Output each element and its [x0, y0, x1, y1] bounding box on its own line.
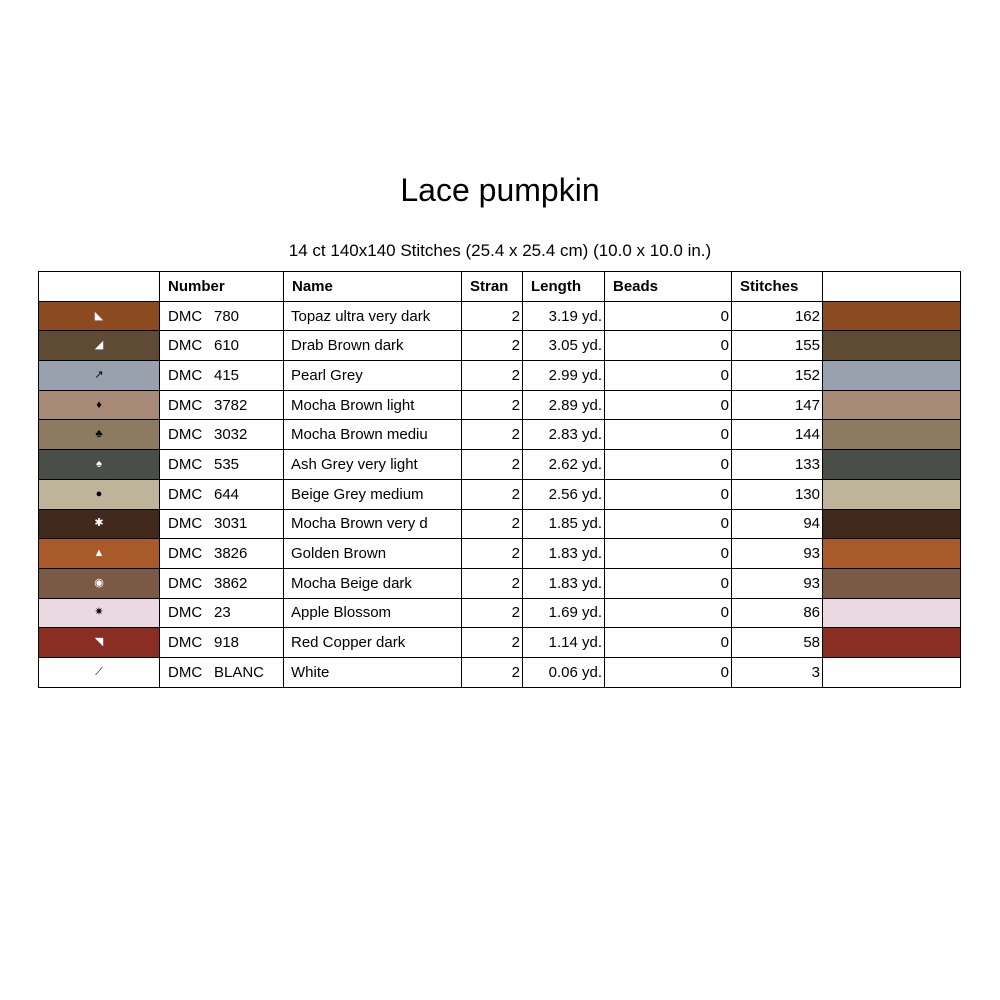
- thread-stitches: 94: [732, 509, 823, 539]
- color-swatch: [823, 509, 961, 539]
- thread-number: [160, 479, 284, 509]
- thread-name: Mocha Brown mediu: [284, 420, 462, 450]
- thread-name: Ash Grey very light: [284, 450, 462, 480]
- symbol-swatch: [39, 331, 160, 361]
- thread-name: Pearl Grey: [284, 361, 462, 391]
- stitch-symbol-icon: ◣: [94, 309, 104, 322]
- thread-strands: 2: [462, 390, 523, 420]
- thread-strands: 2: [462, 331, 523, 361]
- thread-name: Mocha Beige dark: [284, 568, 462, 598]
- thread-strands: 2: [462, 657, 523, 687]
- thread-name: Mocha Brown light: [284, 390, 462, 420]
- thread-brand: DMC: [168, 545, 203, 563]
- thread-stitches: 144: [732, 420, 823, 450]
- thread-brand: DMC: [168, 455, 203, 473]
- table-row: [39, 598, 961, 628]
- symbol-swatch: [39, 628, 160, 658]
- thread-brand: DMC: [168, 634, 203, 652]
- color-swatch: [823, 390, 961, 420]
- thread-stitches: 147: [732, 390, 823, 420]
- table-header-row: [39, 272, 961, 302]
- thread-number: [160, 450, 284, 480]
- stitch-symbol-icon: ✷: [94, 606, 104, 619]
- header-strands: Stran: [462, 272, 523, 302]
- table-row: [39, 390, 961, 420]
- symbol-swatch: [39, 509, 160, 539]
- thread-beads: 0: [605, 331, 732, 361]
- thread-code: 610: [214, 337, 240, 355]
- header-stitches: Stitches: [732, 272, 823, 302]
- thread-stitches: 162: [732, 301, 823, 331]
- thread-length: 1.83 yd.: [523, 539, 605, 569]
- table-row: [39, 331, 961, 361]
- thread-beads: 0: [605, 301, 732, 331]
- header-number: Number: [160, 272, 284, 302]
- table-row: [39, 479, 961, 509]
- thread-length: 1.83 yd.: [523, 568, 605, 598]
- thread-brand: DMC: [168, 396, 203, 414]
- thread-brand: DMC: [168, 337, 203, 355]
- thread-number: [160, 331, 284, 361]
- symbol-swatch: [39, 390, 160, 420]
- stitch-symbol-icon: ●: [95, 487, 103, 500]
- table-row: [39, 301, 961, 331]
- color-swatch: [823, 628, 961, 658]
- thread-code: 535: [214, 455, 240, 473]
- thread-stitches: 130: [732, 479, 823, 509]
- thread-stitches: 155: [732, 331, 823, 361]
- thread-length: 2.99 yd.: [523, 361, 605, 391]
- thread-number: [160, 628, 284, 658]
- thread-length: 2.83 yd.: [523, 420, 605, 450]
- thread-length: 3.19 yd.: [523, 301, 605, 331]
- thread-brand: DMC: [168, 663, 203, 681]
- thread-beads: 0: [605, 628, 732, 658]
- thread-stitches: 93: [732, 568, 823, 598]
- thread-code: 918: [214, 634, 240, 652]
- table-row: [39, 420, 961, 450]
- thread-length: 1.85 yd.: [523, 509, 605, 539]
- thread-code: BLANC: [214, 663, 265, 681]
- thread-number: [160, 301, 284, 331]
- thread-name: White: [284, 657, 462, 687]
- thread-beads: 0: [605, 361, 732, 391]
- thread-length: 1.14 yd.: [523, 628, 605, 658]
- table-row: [39, 539, 961, 569]
- table-row: [39, 657, 961, 687]
- stitch-symbol-icon: ✱: [94, 517, 104, 530]
- stitch-symbol-icon: ◥: [94, 636, 104, 649]
- thread-brand: DMC: [168, 604, 203, 622]
- thread-name: Golden Brown: [284, 539, 462, 569]
- thread-name: Beige Grey medium: [284, 479, 462, 509]
- thread-code: 3862: [214, 574, 248, 592]
- thread-beads: 0: [605, 479, 732, 509]
- thread-beads: 0: [605, 539, 732, 569]
- thread-code: 3826: [214, 545, 248, 563]
- symbol-swatch: [39, 657, 160, 687]
- thread-number: [160, 420, 284, 450]
- thread-strands: 2: [462, 509, 523, 539]
- thread-number: [160, 598, 284, 628]
- thread-code: 3782: [214, 396, 248, 414]
- thread-code: 23: [214, 604, 231, 622]
- symbol-swatch: [39, 598, 160, 628]
- stitch-symbol-icon: ⟋: [95, 665, 103, 678]
- thread-stitches: 152: [732, 361, 823, 391]
- page-subtitle: 14 ct 140x140 Stitches (25.4 x 25.4 cm) (10.0 x 10.0 in.): [288, 241, 712, 260]
- thread-beads: 0: [605, 657, 732, 687]
- symbol-swatch: [39, 450, 160, 480]
- thread-code: 780: [214, 307, 240, 325]
- header-name: Name: [284, 272, 462, 302]
- thread-stitches: 93: [732, 539, 823, 569]
- color-swatch: [823, 450, 961, 480]
- thread-length: 3.05 yd.: [523, 331, 605, 361]
- stitch-symbol-icon: ▲: [93, 547, 105, 560]
- thread-strands: 2: [462, 479, 523, 509]
- thread-number: [160, 390, 284, 420]
- table-row: [39, 628, 961, 658]
- thread-code: 415: [214, 366, 240, 384]
- stitch-symbol-icon: ◉: [94, 576, 104, 589]
- table-row: [39, 568, 961, 598]
- symbol-swatch: [39, 301, 160, 331]
- thread-code: 644: [214, 485, 240, 503]
- symbol-swatch: [39, 479, 160, 509]
- thread-name: Red Copper dark: [284, 628, 462, 658]
- thread-name: Mocha Brown very d: [284, 509, 462, 539]
- thread-brand: DMC: [168, 426, 203, 444]
- stitch-symbol-icon: ♠: [96, 457, 102, 470]
- color-swatch: [823, 331, 961, 361]
- header-symbol: [39, 272, 160, 302]
- thread-stitches: 58: [732, 628, 823, 658]
- symbol-swatch: [39, 361, 160, 391]
- thread-length: 2.89 yd.: [523, 390, 605, 420]
- thread-stitches: 3: [732, 657, 823, 687]
- thread-beads: 0: [605, 450, 732, 480]
- thread-code: 3031: [214, 515, 248, 533]
- thread-strands: 2: [462, 628, 523, 658]
- symbol-swatch: [39, 420, 160, 450]
- thread-beads: 0: [605, 568, 732, 598]
- color-swatch: [823, 598, 961, 628]
- thread-strands: 2: [462, 568, 523, 598]
- color-swatch: [823, 479, 961, 509]
- thread-brand: DMC: [168, 485, 203, 503]
- stitch-symbol-icon: ♣: [95, 428, 103, 441]
- stitch-symbol-icon: ◢: [94, 339, 104, 352]
- thread-number: [160, 657, 284, 687]
- thread-brand: DMC: [168, 307, 203, 325]
- thread-number: [160, 539, 284, 569]
- thread-stitches: 133: [732, 450, 823, 480]
- stitch-symbol-icon: ↗: [94, 368, 104, 381]
- thread-key-table: [38, 271, 961, 688]
- color-swatch: [823, 361, 961, 391]
- thread-strands: 2: [462, 450, 523, 480]
- thread-name: Topaz ultra very dark: [284, 301, 462, 331]
- stitch-symbol-icon: ♦: [96, 398, 102, 411]
- thread-beads: 0: [605, 509, 732, 539]
- table-row: [39, 361, 961, 391]
- thread-beads: 0: [605, 390, 732, 420]
- symbol-swatch: [39, 568, 160, 598]
- thread-length: 2.56 yd.: [523, 479, 605, 509]
- color-swatch: [823, 301, 961, 331]
- thread-strands: 2: [462, 420, 523, 450]
- thread-brand: DMC: [168, 515, 203, 533]
- thread-number: [160, 361, 284, 391]
- thread-name: Apple Blossom: [284, 598, 462, 628]
- thread-length: 2.62 yd.: [523, 450, 605, 480]
- color-swatch: [823, 657, 961, 687]
- thread-strands: 2: [462, 598, 523, 628]
- thread-number: [160, 568, 284, 598]
- table-row: [39, 509, 961, 539]
- color-swatch: [823, 539, 961, 569]
- thread-brand: DMC: [168, 574, 203, 592]
- thread-name: Drab Brown dark: [284, 331, 462, 361]
- page-title: Lace pumpkin: [400, 172, 600, 208]
- thread-length: 1.69 yd.: [523, 598, 605, 628]
- header-beads: Beads: [605, 272, 732, 302]
- thread-length: 0.06 yd.: [523, 657, 605, 687]
- header-swatch: [823, 272, 961, 302]
- thread-strands: 2: [462, 301, 523, 331]
- thread-strands: 2: [462, 539, 523, 569]
- thread-beads: 0: [605, 420, 732, 450]
- symbol-swatch: [39, 539, 160, 569]
- color-swatch: [823, 568, 961, 598]
- thread-stitches: 86: [732, 598, 823, 628]
- thread-brand: DMC: [168, 366, 203, 384]
- thread-beads: 0: [605, 598, 732, 628]
- thread-code: 3032: [214, 426, 248, 444]
- thread-strands: 2: [462, 361, 523, 391]
- table-row: [39, 450, 961, 480]
- thread-number: [160, 509, 284, 539]
- header-length: Length: [523, 272, 605, 302]
- color-swatch: [823, 420, 961, 450]
